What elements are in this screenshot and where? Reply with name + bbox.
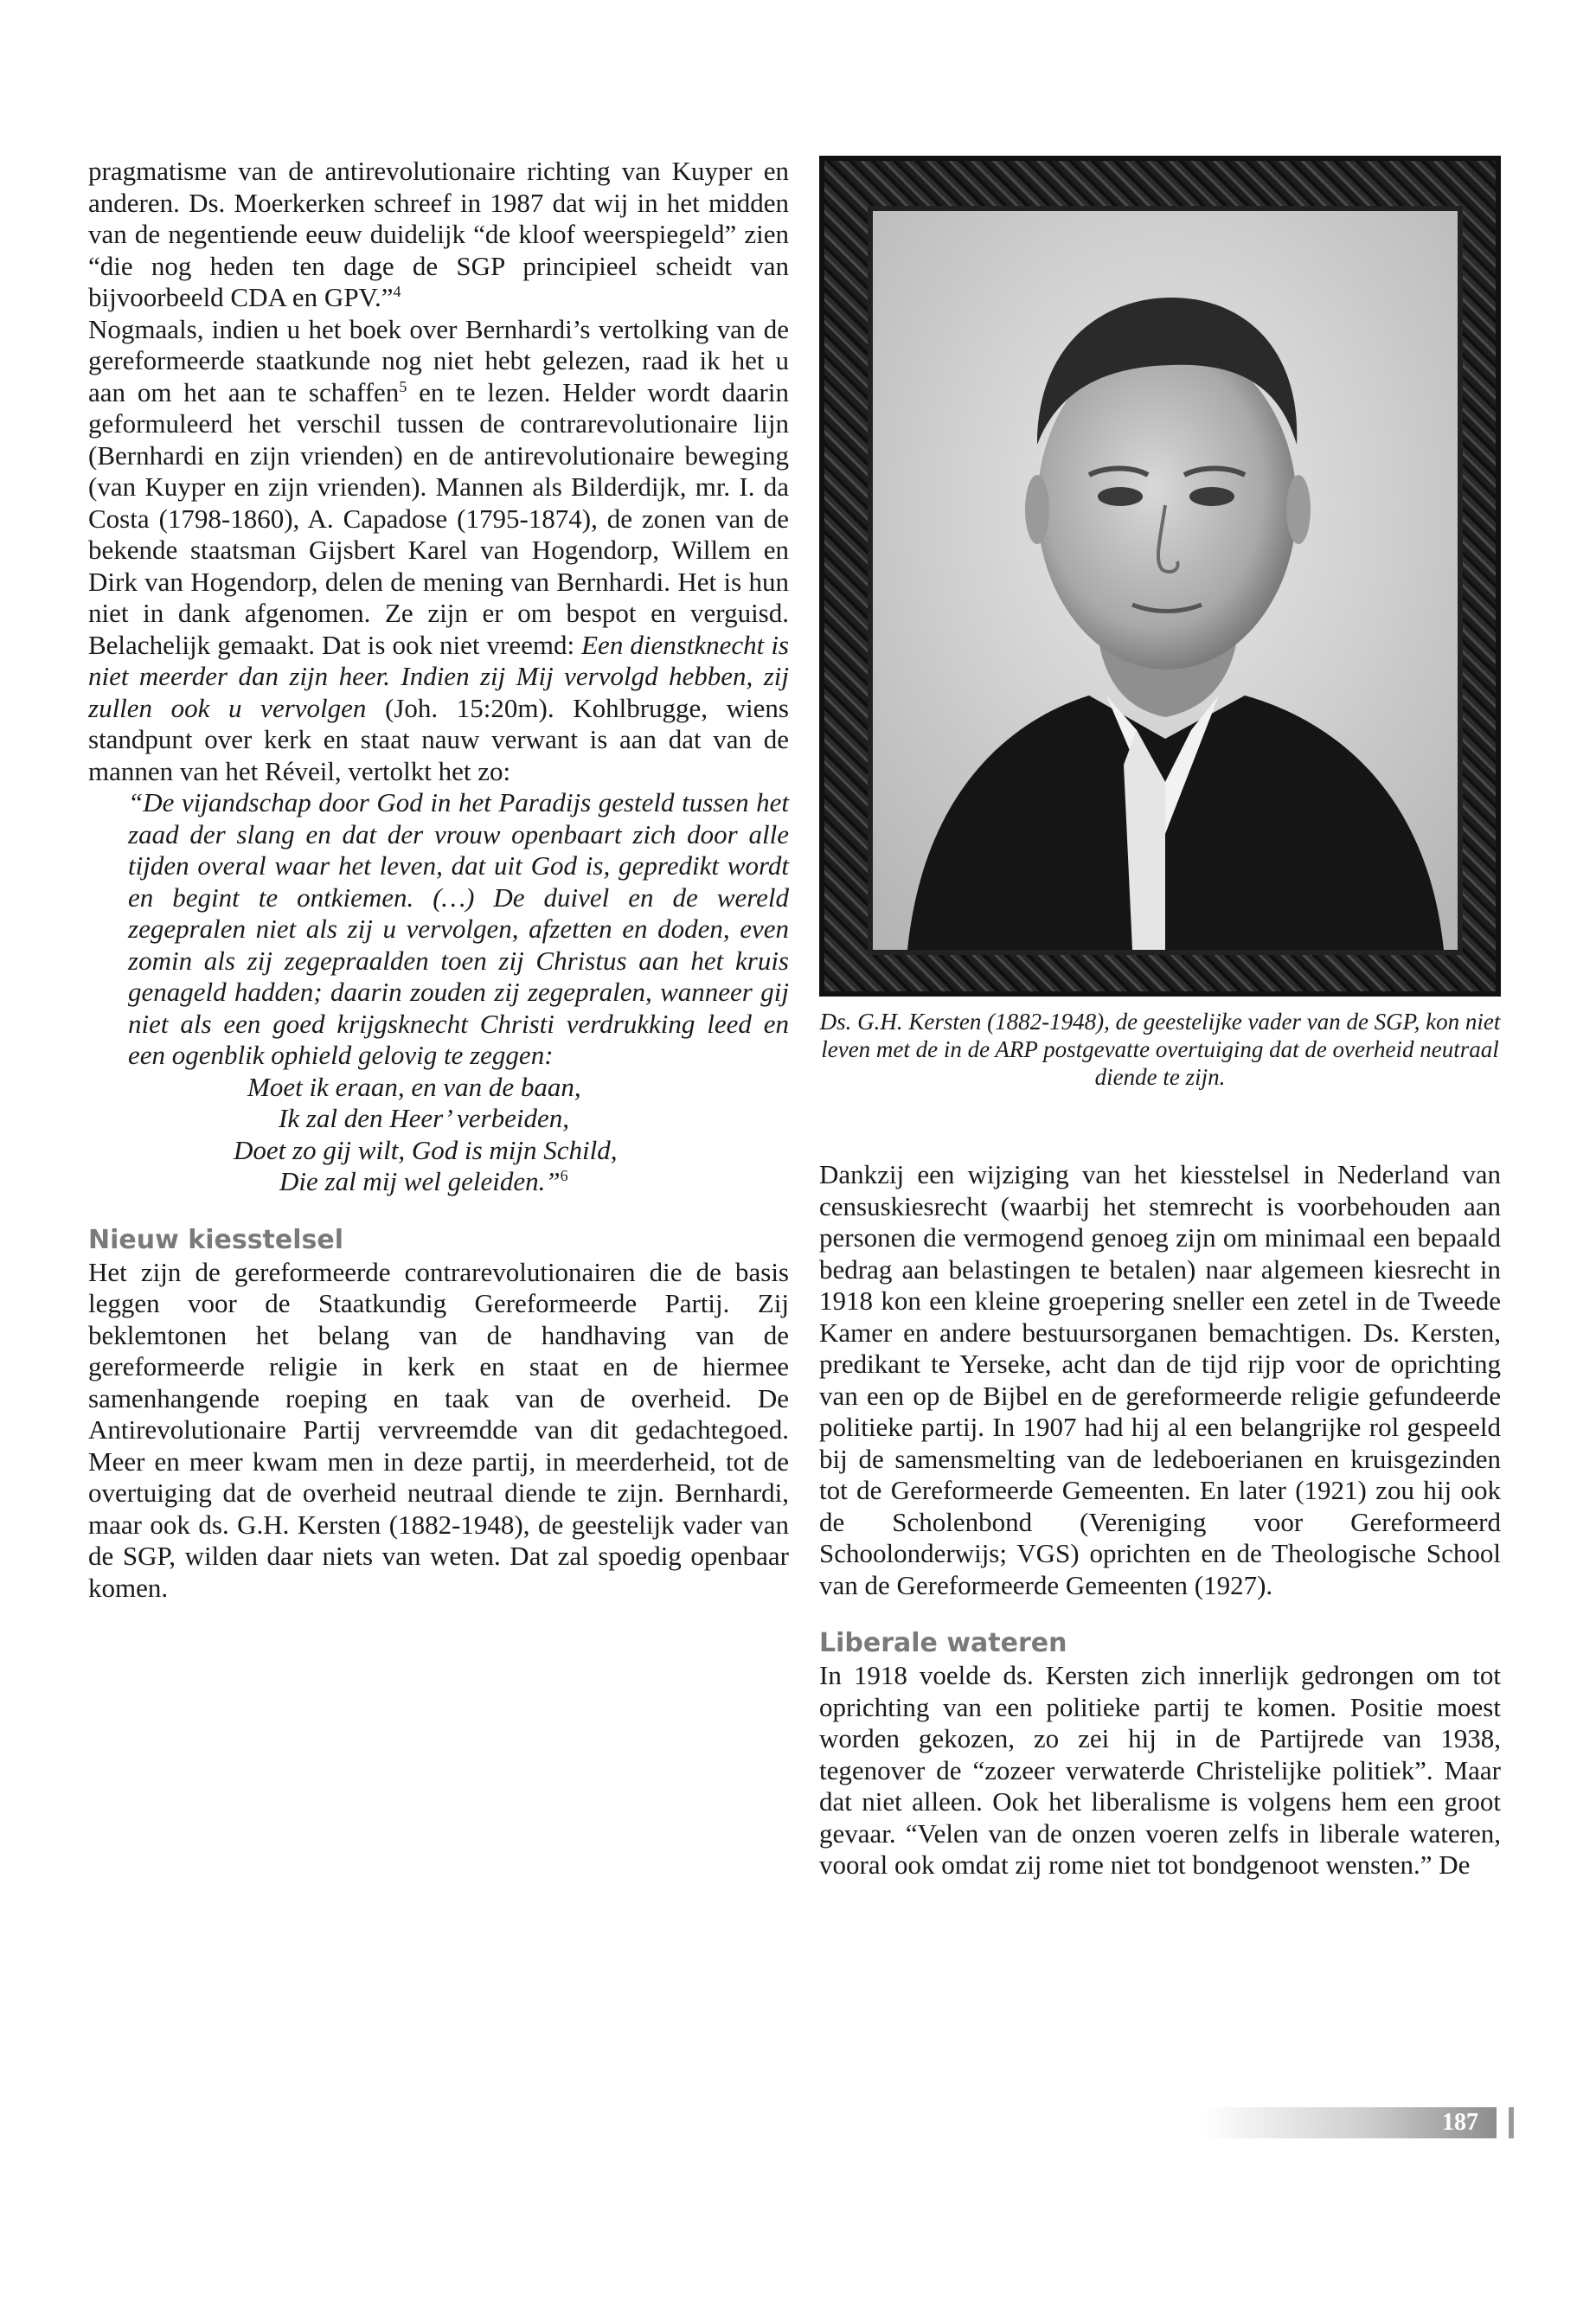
- footer-divider: [1509, 2107, 1514, 2138]
- paragraph: Het zijn de gereformeerde contrarevolutionairen die de basis leggen voor de Staatkundig Gereformeerde Partij. Zij beklemtonen het belang van de handhaving van de gereformeerde religie in kerk en staat en de hiermee samenhangende roeping en taak van de overheid. De Antirevolutionaire Partij vervreemdde van dit gedachtegoed. Meer en meer kwam men in deze partij, in meerderheid, tot de overtuiging dat de overheid neutraal diende te zijn. Bernhardi, maar ook ds. G.H. Kersten (1882-1948), de geestelijk vader van de SGP, wilden daar niets van weten. Dat zal spoedig openbaar komen.: [88, 1256, 789, 1603]
- poem-line: Doet zo gij wilt, God is mijn Schild,: [234, 1134, 618, 1165]
- portrait-figure: [819, 156, 1501, 997]
- figure-caption: Ds. G.H. Kersten (1882-1948), de geestelijke vader van de SGP, kon niet leven met de in de ARP postgevatte overtuiging dat de overheid neutraal diende te zijn.: [819, 1009, 1501, 1090]
- right-column: [819, 1159, 1501, 1881]
- scripture-citation: Een dienstknecht is niet meerder dan zijn heer. Indien zij Mij vervolgd hebben, zij zullen ook u vervolgen: [88, 629, 789, 723]
- section-heading: Nieuw kiesstelsel: [88, 1224, 344, 1255]
- footnote-ref: 5: [399, 377, 407, 395]
- portrait-image: [873, 211, 1458, 950]
- ornate-frame: [819, 156, 1501, 997]
- portrait-photo: [868, 206, 1463, 955]
- block-quote: [128, 787, 789, 1198]
- paragraph-text: en te lezen. Helder wordt daarin geformuleerd het verschil tussen de contrarevolutionaire lijn (Bernhardi en zijn vrienden) en de antirevolutionaire beweging (van Kuyper en zijn vrienden). Mannen als Bilderdijk, mr. I. da Costa (1798-1860), A. Capadose (1795-1874), de zonen van de bekende staatsman Gijsbert Karel van Hogendorp, Willem en Dirk van Hogendorp, delen de mening van Bernhardi. Het is hun niet in dank afgenomen. Ze zijn er om bespot en verguisd. Belachelijk gemaakt. Dat is ook niet vreemd:: [88, 376, 789, 660]
- paragraph: In 1918 voelde ds. Kersten zich innerlijk gedrongen om tot oprichting van een politieke partij te komen. Positie moest worden gekozen, zo zei hij in de Partijrede van 1938, tegenover de “zozeer verwaterde Christelijke politiek”. Maar dat niet alleen. Ook het liberalisme is volgens hem een groot gevaar. “Velen van de onzen voeren zelfs in liberale wateren, vooral ook omdat zij rome niet tot bondgenoot wensten.” De: [819, 1660, 1501, 1880]
- poem-line: Moet ik eraan, en van de baan,: [247, 1071, 581, 1102]
- poem: [128, 1072, 789, 1198]
- section-heading: Liberale wateren: [819, 1628, 1067, 1658]
- footnote-ref: 6: [560, 1167, 568, 1184]
- quote-text: “De vijandschap door God in het Paradijs gesteld tussen het zaad der slang en dat der vrouw openbaart zich door alle tijden overal waar het leven, dat uit God is, gepredikt wordt en begint te ontkiemen. (…) De duivel en de wereld zegepralen niet als zij u vervolgen, afzetten en doden, even zomin als zij zegepraalden toen zij Christus aan het kruis genageld hadden; daarin zouden zij zegepralen, wanneer gij niet als een goed krijgsknecht Christi verdrukking leed en een ogenblik ophield gelovig te zeggen:: [128, 787, 789, 1070]
- paragraph-text: (Joh. 15:20m). Kohlbrugge, wiens standpunt over kerk en staat nauw verwant is aan dat van de mannen van het Réveil, vertolkt het zo:: [88, 692, 789, 786]
- left-column: [88, 156, 789, 1604]
- footnote-ref: 4: [393, 283, 401, 300]
- poem-line: [128, 1166, 789, 1198]
- poem-line-text: Die zal mij wel geleiden.”: [279, 1166, 561, 1196]
- paragraph: Dankzij een wijziging van het kiesstelsel in Nederland van censuskiesrecht (waarbij het stemrecht is voorbehouden aan personen die vermogend genoeg zijn om minimaal een bepaald bedrag aan belastingen te betalen) naar algemeen kiesrecht in 1918 kon een kleine groepering sneller een zetel in de Tweede Kamer en andere bestuursorganen bemachtigen. Ds. Kersten, predikant te Yerseke, acht dan de tijd rijp voor de oprichting van een op de Bijbel en de gereformeerde religie gefundeerde politieke partij. In 1907 had hij al een belangrijke rol gespeeld bij de samensmelting van de ledeboerianen en kruisgezinden tot de Gereformeerde Gemeenten. En later (1921) zou hij ook de Scholenbond (Vereniging voor Gereformeerd Schoolonderwijs; VGS) oprichten en de Theologische School van de Gereformeerde Gemeenten (1927).: [819, 1159, 1501, 1600]
- paragraph-text: Nogmaals, indien u het boek over Bernhardi’s vertolking van de gereformeerde staatkunde nog niet hebt gelezen, raad ik het u aan om het aan te schaffen: [88, 313, 789, 407]
- paragraph-text: pragmatisme van de antirevolutionaire richting van Kuyper en anderen. Ds. Moerkerken schreef in 1987 dat wij in het midden van de negentiende eeuw duidelijk “de kloof weerspiegeld” zien “die nog heden ten dage de SGP principieel scheidt van bijvoorbeeld CDA en GPV.”: [88, 156, 789, 312]
- page-number: 187: [1442, 2109, 1478, 2136]
- poem-line: Ik zal den Heer’ verbeiden,: [279, 1103, 569, 1133]
- paragraph: [88, 156, 789, 314]
- paragraph: [88, 314, 789, 788]
